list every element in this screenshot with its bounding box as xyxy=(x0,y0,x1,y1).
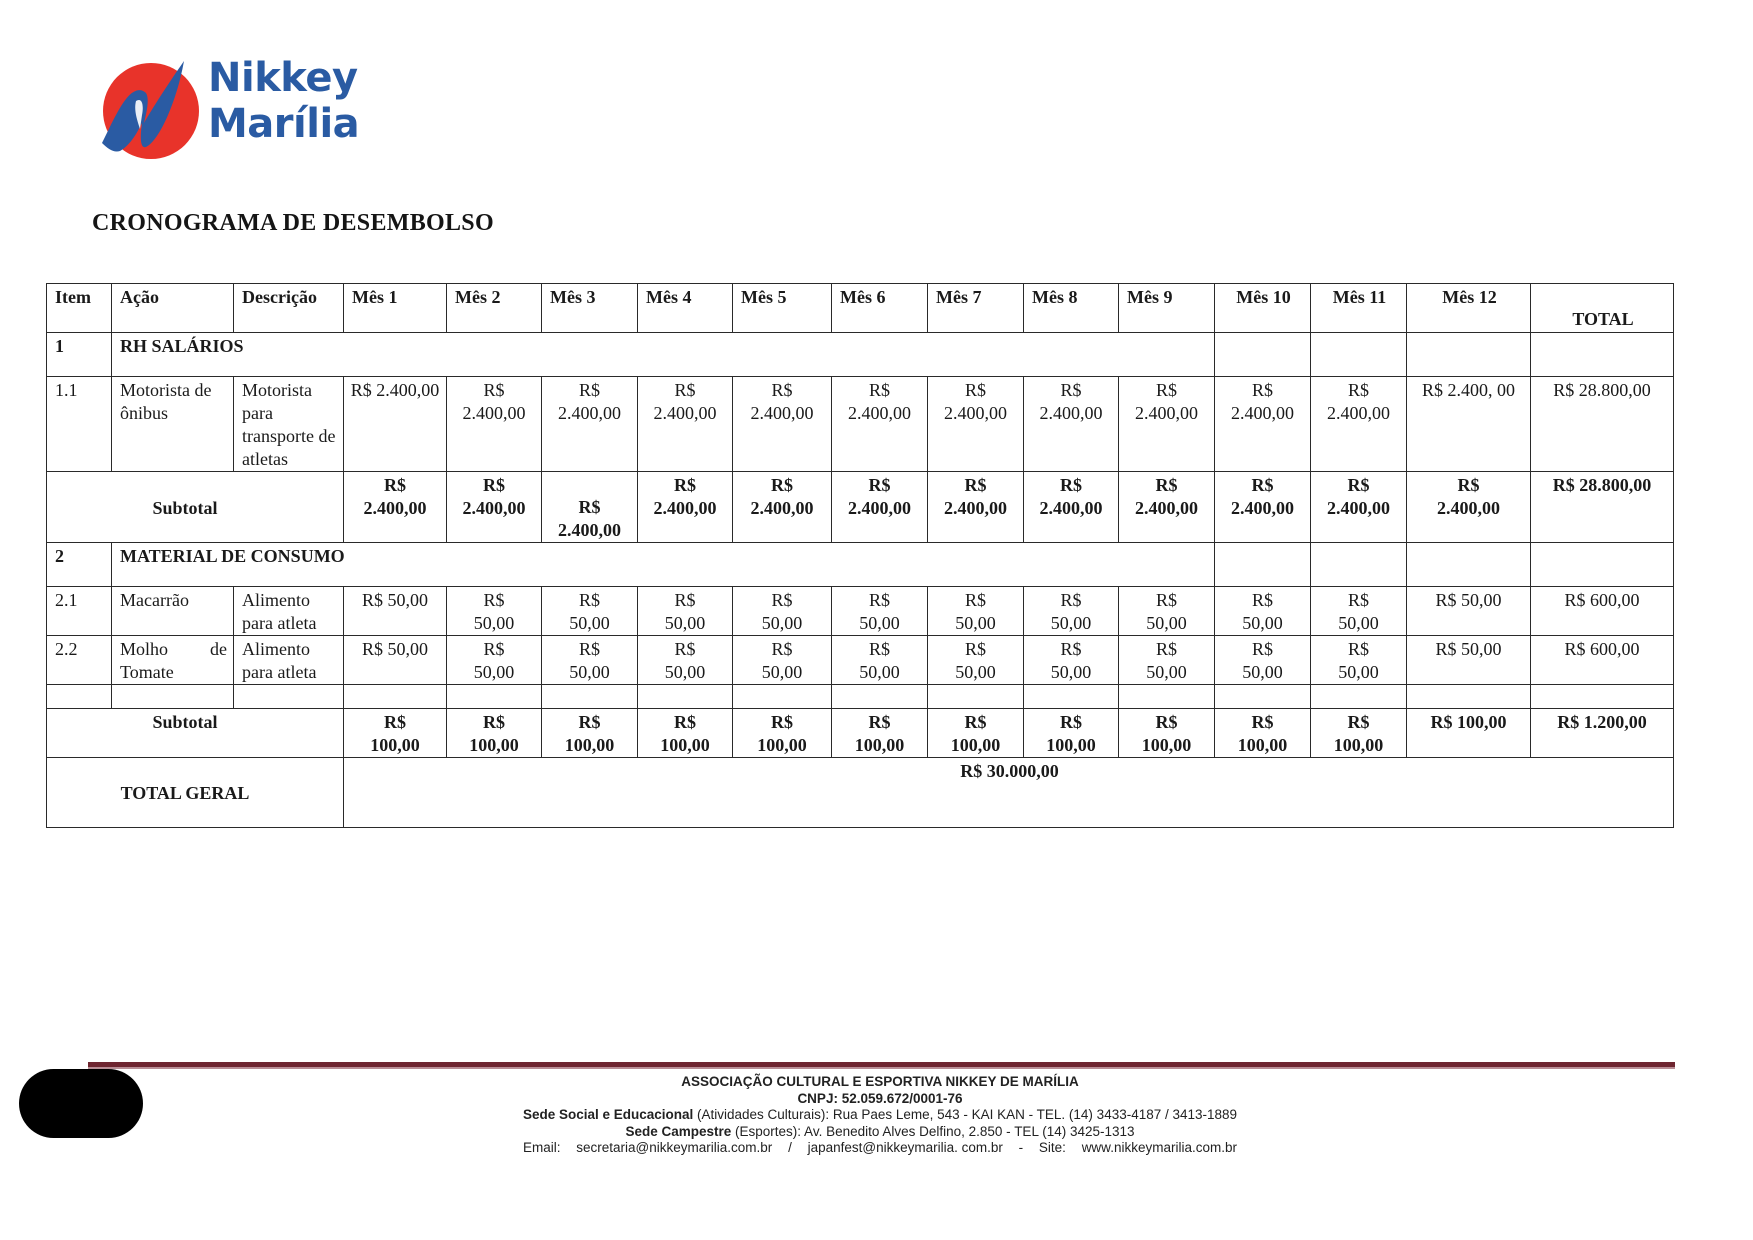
month-value: R$ 50,00 xyxy=(1119,587,1215,636)
section-name: RH SALÁRIOS xyxy=(112,333,1215,377)
section-row xyxy=(47,333,1674,377)
empty-cell xyxy=(638,685,733,709)
column-header: Mês 9 xyxy=(1119,284,1215,333)
month-value: R$ 2.400,00 xyxy=(928,377,1024,472)
month-value: R$ 50,00 xyxy=(1024,636,1119,685)
empty-cell xyxy=(1311,543,1407,587)
month-value: R$ 50,00 xyxy=(1024,587,1119,636)
subtotal-month-value: R$ 100,00 xyxy=(1407,709,1531,758)
row-total: R$ 28.800,00 xyxy=(1531,377,1674,472)
empty-cell xyxy=(1407,543,1531,587)
subtotal-month-value: R$ 2.400,00 xyxy=(733,472,832,543)
subtotal-month-value: R$ 2.400,00 xyxy=(447,472,542,543)
row-action: Molho de Tomate xyxy=(112,636,234,685)
subtotal-month-value: R$ 2.400,00 xyxy=(832,472,928,543)
month-value: R$ 50,00 xyxy=(1119,636,1215,685)
subtotal-month-value: R$ 2.400,00 xyxy=(1024,472,1119,543)
month-value: R$ 50,00 xyxy=(542,587,638,636)
empty-cell xyxy=(1311,333,1407,377)
column-header: Mês 11 xyxy=(1311,284,1407,333)
month-value: R$ 50,00 xyxy=(832,636,928,685)
empty-cell xyxy=(1024,685,1119,709)
column-header: Ação xyxy=(112,284,234,333)
section-item-number: 2 xyxy=(47,543,112,587)
month-value: R$ 50,00 xyxy=(638,587,733,636)
subtotal-month-value: R$ 100,00 xyxy=(733,709,832,758)
sede-campestre-label: Sede Campestre xyxy=(625,1123,732,1139)
column-header: Mês 7 xyxy=(928,284,1024,333)
month-value: R$ 50,00 xyxy=(1311,636,1407,685)
subtotal-month-value: R$ 100,00 xyxy=(1119,709,1215,758)
month-value: R$ 2.400,00 xyxy=(1119,377,1215,472)
empty-cell xyxy=(447,685,542,709)
footer-cnpj: CNPJ: 52.059.672/0001-76 xyxy=(797,1090,963,1106)
total-geral-label: TOTAL GERAL xyxy=(47,758,344,828)
logo-emblem-icon xyxy=(96,57,202,163)
month-value: R$ 50,00 xyxy=(1215,587,1311,636)
empty-cell xyxy=(1531,333,1674,377)
site-separator: - xyxy=(1018,1140,1024,1155)
footer xyxy=(440,1074,1320,1157)
month-value: R$ 2.400,00 xyxy=(1311,377,1407,472)
column-header: Mês 12 xyxy=(1407,284,1531,333)
empty-cell xyxy=(1215,543,1311,587)
sede-social-text: (Atividades Culturais): Rua Paes Leme, 543 - KAI KAN - TEL. (14) 3433-4187 / 3413-1889 xyxy=(693,1107,1238,1122)
column-header: Mês 4 xyxy=(638,284,733,333)
month-value: R$ 50,00 xyxy=(447,636,542,685)
email-link-japanfest[interactable]: japanfest@nikkeymarilia. com.br xyxy=(807,1140,1003,1155)
footer-contact xyxy=(440,1140,1320,1157)
row-item-number: 2.2 xyxy=(47,636,112,685)
subtotal-total: R$ 1.200,00 xyxy=(1531,709,1674,758)
column-header: Mês 2 xyxy=(447,284,542,333)
total-geral-value: R$ 30.000,00 xyxy=(344,758,1674,828)
month-value: R$ 2.400,00 xyxy=(447,377,542,472)
subtotal-month-value: R$ 100,00 xyxy=(1024,709,1119,758)
empty-cell xyxy=(1531,685,1674,709)
subtotal-month-value: R$ 2.400,00 xyxy=(638,472,733,543)
column-header: Mês 3 xyxy=(542,284,638,333)
row-description: Alimento para atleta xyxy=(234,587,344,636)
section-name: MATERIAL DE CONSUMO xyxy=(112,543,1215,587)
subtotal-month-value: R$ 100,00 xyxy=(344,709,447,758)
month-value: R$ 50,00 xyxy=(1311,587,1407,636)
sede-campestre-text: (Esportes): Av. Benedito Alves Delfino, 2.850 - TEL (14) 3425-1313 xyxy=(731,1123,1135,1139)
page-title: CRONOGRAMA DE DESEMBOLSO xyxy=(92,210,494,236)
row-item-number: 2.1 xyxy=(47,587,112,636)
empty-cell xyxy=(542,685,638,709)
subtotal-month-value: R$ 2.400,00 xyxy=(928,472,1024,543)
row-total: R$ 600,00 xyxy=(1531,587,1674,636)
empty-cell xyxy=(112,685,234,709)
month-value: R$ 2.400,00 xyxy=(1024,377,1119,472)
email-link-secretaria[interactable]: secretaria@nikkeymarilia.com.br xyxy=(576,1140,773,1155)
subtotal-label: Subtotal xyxy=(47,709,344,758)
header-row xyxy=(47,284,1674,333)
subtotal-row xyxy=(47,472,1674,543)
empty-cell xyxy=(1407,333,1531,377)
month-value: R$ 50,00 xyxy=(928,636,1024,685)
footer-divider xyxy=(88,1062,1675,1069)
row-action: Macarrão xyxy=(112,587,234,636)
row-total: R$ 600,00 xyxy=(1531,636,1674,685)
column-header: Mês 5 xyxy=(733,284,832,333)
column-header: Mês 8 xyxy=(1024,284,1119,333)
month-value: R$ 50,00 xyxy=(344,587,447,636)
empty-cell xyxy=(1215,333,1311,377)
month-value: R$ 2.400,00 xyxy=(344,377,447,472)
footer-sede-campestre xyxy=(440,1124,1320,1141)
month-value: R$ 2.400,00 xyxy=(832,377,928,472)
empty-cell xyxy=(928,685,1024,709)
empty-cell xyxy=(1311,685,1407,709)
subtotal-month-value: R$ 2.400,00 xyxy=(344,472,447,543)
subtotal-month-value: R$ 2.400,00 xyxy=(1215,472,1311,543)
disbursement-schedule-table xyxy=(46,283,1674,828)
empty-cell xyxy=(234,685,344,709)
subtotal-month-value: R$ 100,00 xyxy=(542,709,638,758)
subtotal-row xyxy=(47,709,1674,758)
redaction-mark xyxy=(19,1069,143,1138)
subtotal-month-value: R$ 2.400,00 xyxy=(542,472,638,543)
row-item-number: 1.1 xyxy=(47,377,112,472)
month-value: R$ 50,00 xyxy=(832,587,928,636)
column-header: Mês 6 xyxy=(832,284,928,333)
logo-line-2: Marília xyxy=(208,101,360,147)
month-value: R$ 50,00 xyxy=(733,587,832,636)
sede-social-label: Sede Social e Educacional xyxy=(522,1107,694,1122)
month-value: R$ 50,00 xyxy=(447,587,542,636)
month-value: R$ 2.400, 00 xyxy=(1407,377,1531,472)
column-header: TOTAL xyxy=(1531,284,1674,333)
month-value: R$ 2.400,00 xyxy=(733,377,832,472)
subtotal-month-value: R$ 100,00 xyxy=(928,709,1024,758)
logo-text xyxy=(208,55,359,147)
column-header: Mês 10 xyxy=(1215,284,1311,333)
row-action: Motorista de ônibus xyxy=(112,377,234,472)
logo-line-1: Nikkey xyxy=(208,55,358,101)
section-item-number: 1 xyxy=(47,333,112,377)
subtotal-month-value: R$ 100,00 xyxy=(1311,709,1407,758)
month-value: R$ 50,00 xyxy=(1407,587,1531,636)
row-description: Alimento para atleta xyxy=(234,636,344,685)
footer-sede-social xyxy=(440,1107,1320,1124)
site-link[interactable]: www.nikkeymarilia.com.br xyxy=(1081,1140,1237,1155)
empty-cell xyxy=(1531,543,1674,587)
table-row xyxy=(47,636,1674,685)
subtotal-month-value: R$ 100,00 xyxy=(447,709,542,758)
section-row xyxy=(47,543,1674,587)
empty-cell xyxy=(832,685,928,709)
empty-cell xyxy=(1119,685,1215,709)
empty-cell xyxy=(1215,685,1311,709)
nikkey-marilia-logo xyxy=(96,55,360,163)
row-description: Motorista para transporte de atletas xyxy=(234,377,344,472)
subtotal-month-value: R$ 2.400,00 xyxy=(1407,472,1531,543)
month-value: R$ 50,00 xyxy=(928,587,1024,636)
subtotal-month-value: R$ 100,00 xyxy=(1215,709,1311,758)
email-separator: / xyxy=(788,1140,792,1155)
site-label: Site: xyxy=(1038,1140,1066,1155)
empty-cell xyxy=(47,685,112,709)
empty-cell xyxy=(344,685,447,709)
footer-org: ASSOCIAÇÃO CULTURAL E ESPORTIVA NIKKEY DE MARÍLIA xyxy=(681,1074,1079,1089)
subtotal-month-value: R$ 2.400,00 xyxy=(1311,472,1407,543)
column-header: Mês 1 xyxy=(344,284,447,333)
email-label: Email: xyxy=(523,1140,561,1155)
column-header: Descrição xyxy=(234,284,344,333)
month-value: R$ 2.400,00 xyxy=(542,377,638,472)
month-value: R$ 50,00 xyxy=(344,636,447,685)
subtotal-month-value: R$ 100,00 xyxy=(638,709,733,758)
subtotal-month-value: R$ 100,00 xyxy=(832,709,928,758)
month-value: R$ 50,00 xyxy=(542,636,638,685)
empty-cell xyxy=(733,685,832,709)
month-value: R$ 2.400,00 xyxy=(1215,377,1311,472)
empty-cell xyxy=(1407,685,1531,709)
table-row xyxy=(47,377,1674,472)
subtotal-month-value: R$ 2.400,00 xyxy=(1119,472,1215,543)
month-value: R$ 50,00 xyxy=(733,636,832,685)
table-row xyxy=(47,587,1674,636)
subtotal-label: Subtotal xyxy=(47,472,344,543)
month-value: R$ 2.400,00 xyxy=(638,377,733,472)
total-geral-row xyxy=(47,758,1674,828)
column-header: Item xyxy=(47,284,112,333)
empty-row xyxy=(47,685,1674,709)
subtotal-total: R$ 28.800,00 xyxy=(1531,472,1674,543)
month-value: R$ 50,00 xyxy=(1215,636,1311,685)
month-value: R$ 50,00 xyxy=(638,636,733,685)
month-value: R$ 50,00 xyxy=(1407,636,1531,685)
